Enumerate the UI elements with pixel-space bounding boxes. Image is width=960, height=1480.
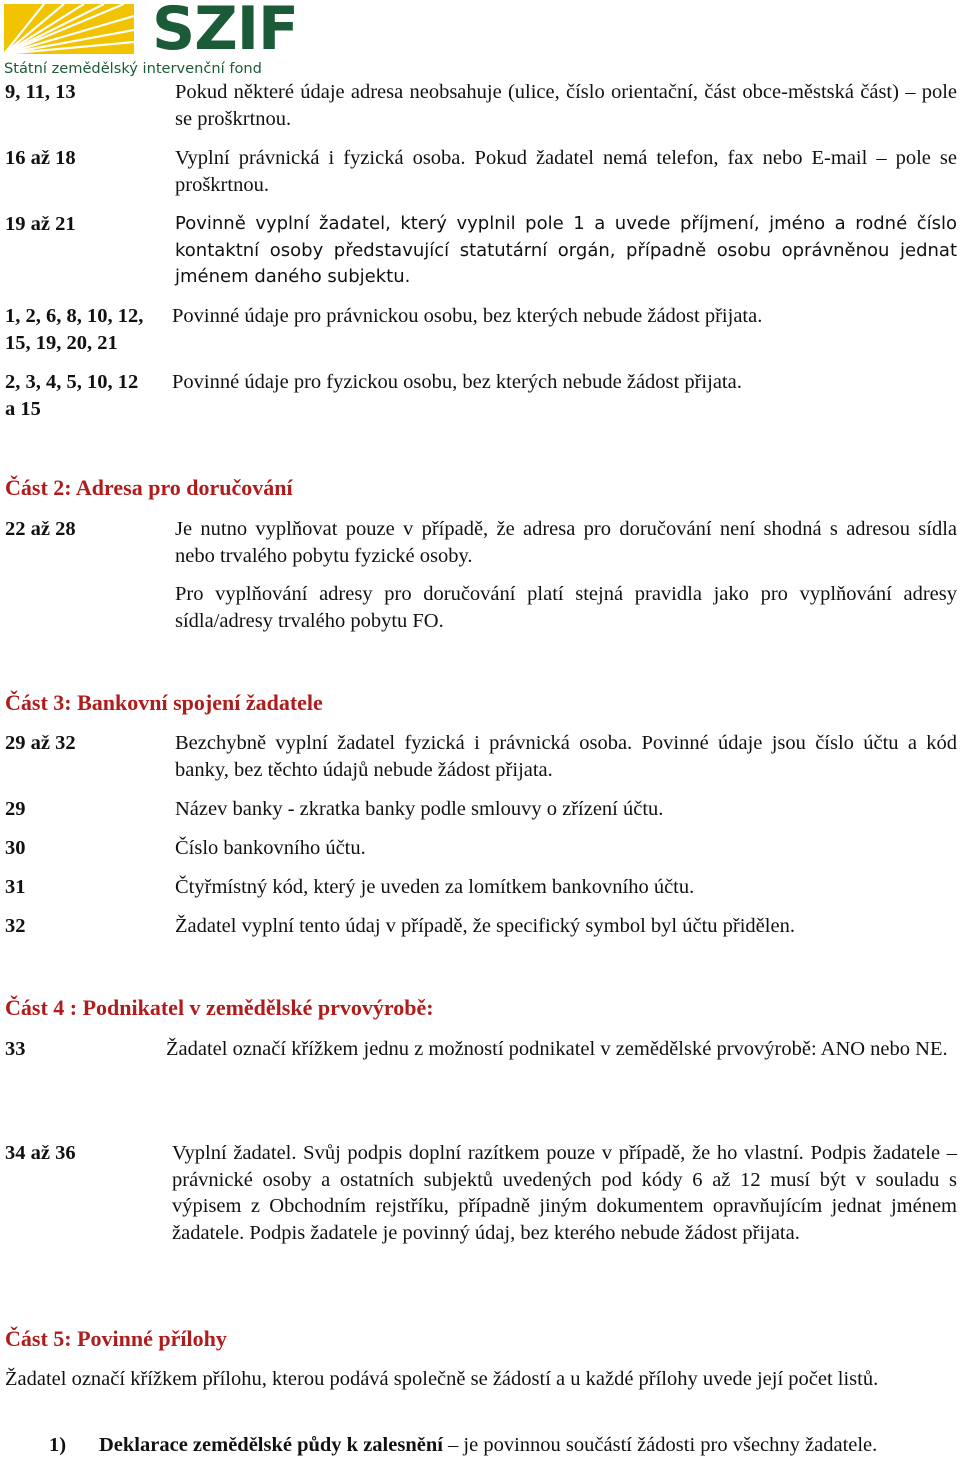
field-row — [5, 303, 957, 354]
section-heading-part3: Část 3: Bankovní spojení žadatele — [5, 690, 323, 715]
list-item-text — [99, 1432, 957, 1459]
field-row — [5, 796, 957, 823]
field-row — [5, 1140, 957, 1246]
field-description: Vyplní žadatel. Svůj podpis doplní razítkem pouze v případě, že ho vlastní. Podpis žadatele – právnické osoby a ostatních subjektů uvedených pod kódy 6 až 12 musí být v souladu s výpisem z Obchodním rejstříku, případně jiným dokumentem opravňujícím jednat jménem žadatele. Podpis žadatele je povinný údaj, bez kterého nebude žádost přijata. — [172, 1142, 957, 1244]
field-code: 29 až 32 — [5, 732, 76, 754]
field-code: 34 až 36 — [5, 1142, 76, 1164]
field-code: 19 až 21 — [5, 213, 76, 235]
field-description: Povinné údaje pro fyzickou osobu, bez kterých nebude žádost přijata. — [172, 371, 742, 393]
section-heading-part4: Část 4 : Podnikatel v zemědělské prvovýrobě: — [5, 995, 434, 1020]
field-row-continued — [5, 581, 957, 634]
field-code: 9, 11, 13 — [5, 81, 76, 103]
field-description: Čtyřmístný kód, který je uveden za lomítkem bankovního účtu. — [175, 876, 695, 898]
field-row — [5, 79, 957, 132]
field-row — [5, 730, 957, 783]
field-code: 33 — [5, 1038, 26, 1060]
list-item — [5, 1432, 957, 1459]
field-description: Je nutno vyplňovat pouze v případě, že adresa pro doručování není shodná s adresou sídla nebo trvalého pobytu fyzické osoby. — [175, 518, 957, 567]
szif-logo-wordmark: SZIF — [152, 0, 299, 64]
list-item-bold: Deklarace zemědělské půdy k zalesnění — [99, 1434, 443, 1456]
field-row — [5, 145, 957, 198]
list-item-number: 1) — [49, 1434, 67, 1456]
field-description: Vyplní právnická i fyzická osoba. Pokud žadatel nemá telefon, fax nebo E-mail – pole se proškrtnou. — [175, 147, 957, 196]
field-row — [5, 835, 957, 862]
szif-logo-subtitle: Státní zemědělský intervenční fond — [4, 60, 262, 77]
section-heading-part2: Část 2: Adresa pro doručování — [5, 475, 293, 500]
section-intro: Žadatel označí křížkem přílohu, kterou podává společně se žádostí a u každé přílohy uvede její počet listů. — [5, 1368, 879, 1390]
field-code: 22 až 28 — [5, 518, 76, 540]
field-row — [5, 516, 957, 569]
field-code: 16 až 18 — [5, 147, 76, 169]
szif-logo-stripes — [4, 4, 134, 54]
field-description: Název banky - zkratka banky podle smlouvy o zřízení účtu. — [175, 798, 664, 820]
field-description: Číslo bankovního účtu. — [175, 837, 366, 859]
field-description: Pokud některé údaje adresa neobsahuje (ulice, číslo orientační, část obce-městská část) – pole se proškrtnou. — [175, 81, 957, 130]
field-code: 31 — [5, 876, 26, 898]
field-row — [5, 211, 957, 291]
field-code: 1, 2, 6, 8, 10, 12, 15, 19, 20, 21 — [5, 305, 144, 354]
field-code: 2, 3, 4, 5, 10, 12 a 15 — [5, 371, 139, 420]
field-row — [5, 913, 957, 940]
field-code: 30 — [5, 837, 26, 859]
list-item-rest: – je povinnou součástí žádosti pro všechny žadatele. — [442, 1434, 878, 1456]
szif-logo — [4, 0, 299, 78]
field-description: Povinné údaje pro právnickou osobu, bez kterých nebude žádost přijata. — [172, 305, 763, 327]
field-description: Pro vyplňování adresy pro doručování platí stejná pravidla jako pro vyplňování adresy sídla/adresy trvalého pobytu FO. — [175, 583, 957, 632]
field-description: Bezchybně vyplní žadatel fyzická i právnická osoba. Povinné údaje jsou číslo účtu a kód banky, bez těchto údajů nebude žádost přijata. — [175, 732, 957, 781]
field-code: 29 — [5, 798, 26, 820]
field-row — [5, 369, 957, 420]
field-row — [5, 874, 957, 901]
field-description: Povinně vyplní žadatel, který vyplnil pole 1 a uvede příjmení, jméno a rodné číslo kontaktní osoby představující statutární orgán, případně osobu oprávněnou jednat jménem daného subjektu. — [175, 213, 957, 287]
section-heading-part5: Část 5: Povinné přílohy — [5, 1326, 227, 1351]
field-code: 32 — [5, 915, 26, 937]
field-description: Žadatel vyplní tento údaj v případě, že specifický symbol byl účtu přidělen. — [175, 915, 795, 937]
field-row — [5, 1036, 957, 1063]
field-description: Žadatel označí křížkem jednu z možností podnikatel v zemědělské prvovýrobě: ANO nebo NE. — [166, 1038, 948, 1060]
